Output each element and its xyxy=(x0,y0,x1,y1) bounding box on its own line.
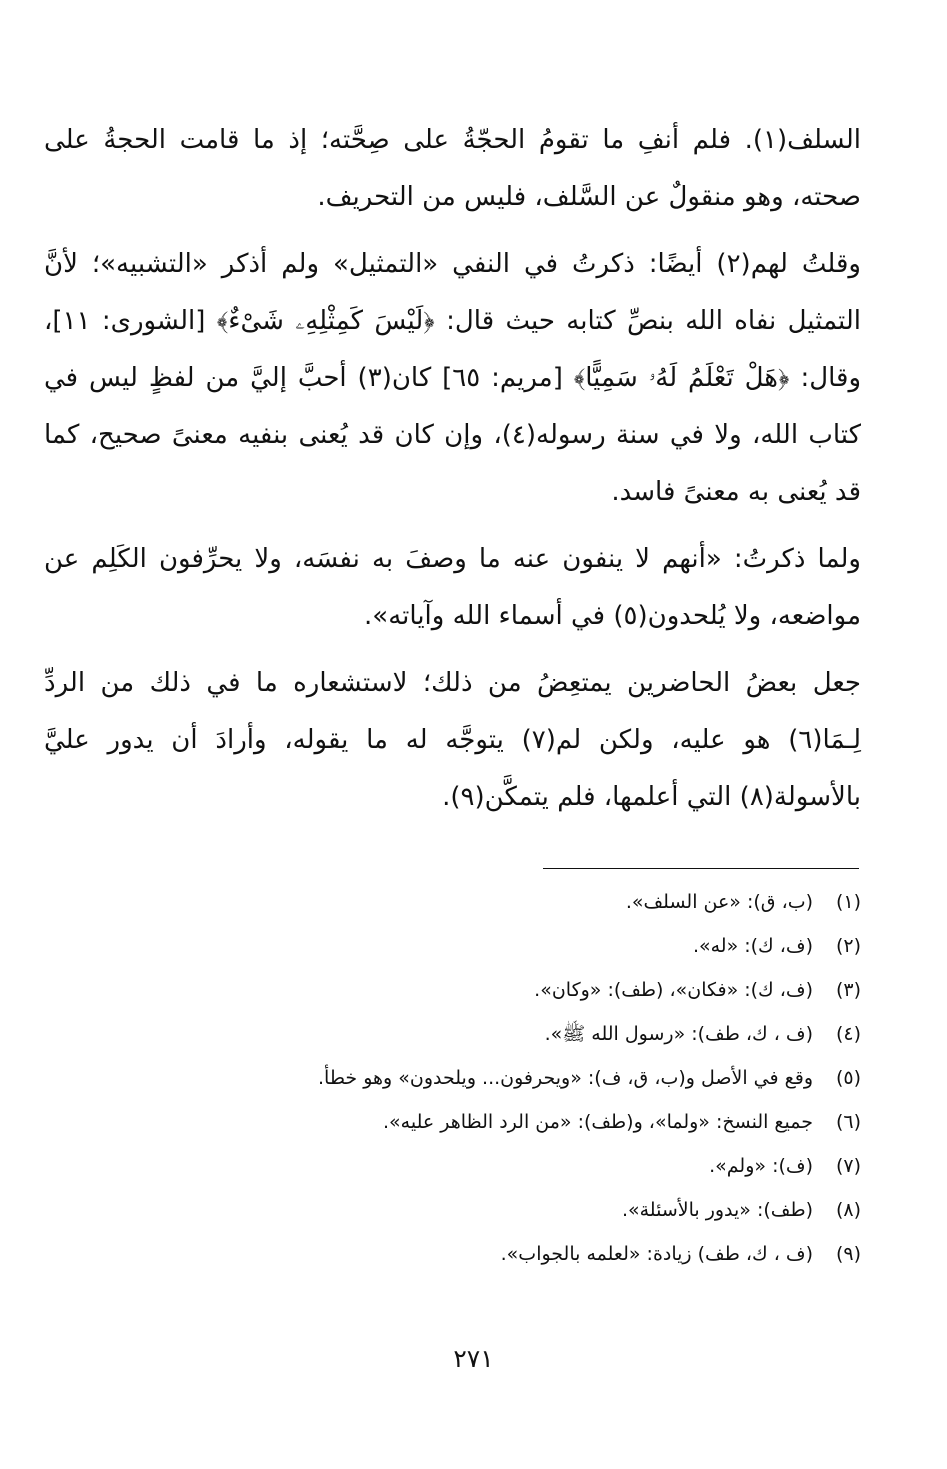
footnote-text: (ف، ك): «له». xyxy=(692,935,813,957)
footnote-text: (طف): «يدور بالأسئلة». xyxy=(621,1199,813,1221)
footnote-item xyxy=(60,1232,861,1276)
main-text-body xyxy=(44,112,861,836)
footnote-item xyxy=(60,1144,861,1188)
footnotes-section xyxy=(60,880,861,1276)
footnote-text: (ف، ك): «فكان»، (طف): «وكان». xyxy=(534,979,813,1001)
footnote-number: (٦) xyxy=(835,1111,861,1133)
footnote-item xyxy=(60,968,861,1012)
paragraph-4: جعل بعضُ الحاضرين يمتعِضُ من ذلك؛ لاستشعاره ما في ذلك من الردِّ لِـمَا(٦) هو عليه، ولكن لم(٧) يتوجَّه له ما يقوله، وأرادَ أن يدور عليَّ بالأسولة(٨) التي أعلمها، فلم يتمكَّن(٩). xyxy=(44,668,862,812)
paragraph-2: وقلتُ لهم(٢) أيضًا: ذكرتُ في النفي «التمثيل» ولم أذكر «التشبيه»؛ لأنَّ التمثيل نفاه الله بنصِّ كتابه حيث قال: ﴿لَيْسَ كَمِثْلِهِۦ شَىْءٌ﴾ [الشورى: ١١]، وقال: ﴿هَلْ تَعْلَمُ لَهُۥ سَمِيًّا﴾ [مريم: ٦٥] كان(٣) أحبَّ إليَّ من لفظٍ ليس في كتاب الله، ولا في سنة رسوله(٤)، وإن كان قد يُعنى بنفيه معنىً صحيح، كما قد يُعنى به معنىً فاسد. xyxy=(44,249,861,507)
footnote-item xyxy=(60,1100,861,1144)
footnote-item xyxy=(60,880,861,924)
footnote-item xyxy=(60,924,861,968)
footnote-item xyxy=(60,1188,861,1232)
footnote-text: (ب، ق): «عن السلف». xyxy=(625,891,813,913)
paragraph-1: السلف(١). فلم أنفِ ما تقومُ الحجّةُ على صِحَّته؛ إذ ما قامت الحجةُ على صحته، وهو منقولٌ عن السَّلف، فليس من التحريف. xyxy=(44,125,861,212)
footnote-item xyxy=(60,1056,861,1100)
paragraph-3: ولما ذكرتُ: «أنهم لا ينفون عنه ما وصفَ به نفسَه، ولا يحرِّفون الكَلِم عن مواضعه، ولا يُلحدون(٥) في أسماء الله وآياته». xyxy=(44,544,861,631)
page-number: ٢٧١ xyxy=(453,1344,494,1373)
footnote-text: (ف): «ولم». xyxy=(709,1155,813,1177)
footnote-number: (٧) xyxy=(835,1155,861,1177)
footnote-number: (٥) xyxy=(835,1067,861,1089)
footnote-number: (٨) xyxy=(835,1199,861,1221)
footnote-item xyxy=(60,1012,861,1056)
footnote-text: (ف ، ك، طف): «رسول الله ﷺ». xyxy=(544,1023,813,1045)
footnote-divider xyxy=(543,868,859,869)
footnote-text: جميع النسخ: «ولما»، و(طف): «من الرد الظاهر عليه». xyxy=(382,1111,813,1133)
footnote-number: (٢) xyxy=(835,935,861,957)
footnote-number: (٩) xyxy=(835,1243,861,1265)
footnote-text: وقع في الأصل و(ب، ق، ف): «ويحرفون... ويلحدون» وهو خطأ. xyxy=(318,1067,813,1089)
footnote-number: (٤) xyxy=(835,1023,861,1045)
footnote-number: (١) xyxy=(835,891,861,913)
footnote-text: (ف ، ك، طف) زيادة: «لعلمه بالجواب». xyxy=(500,1243,813,1265)
footnote-number: (٣) xyxy=(835,979,861,1001)
